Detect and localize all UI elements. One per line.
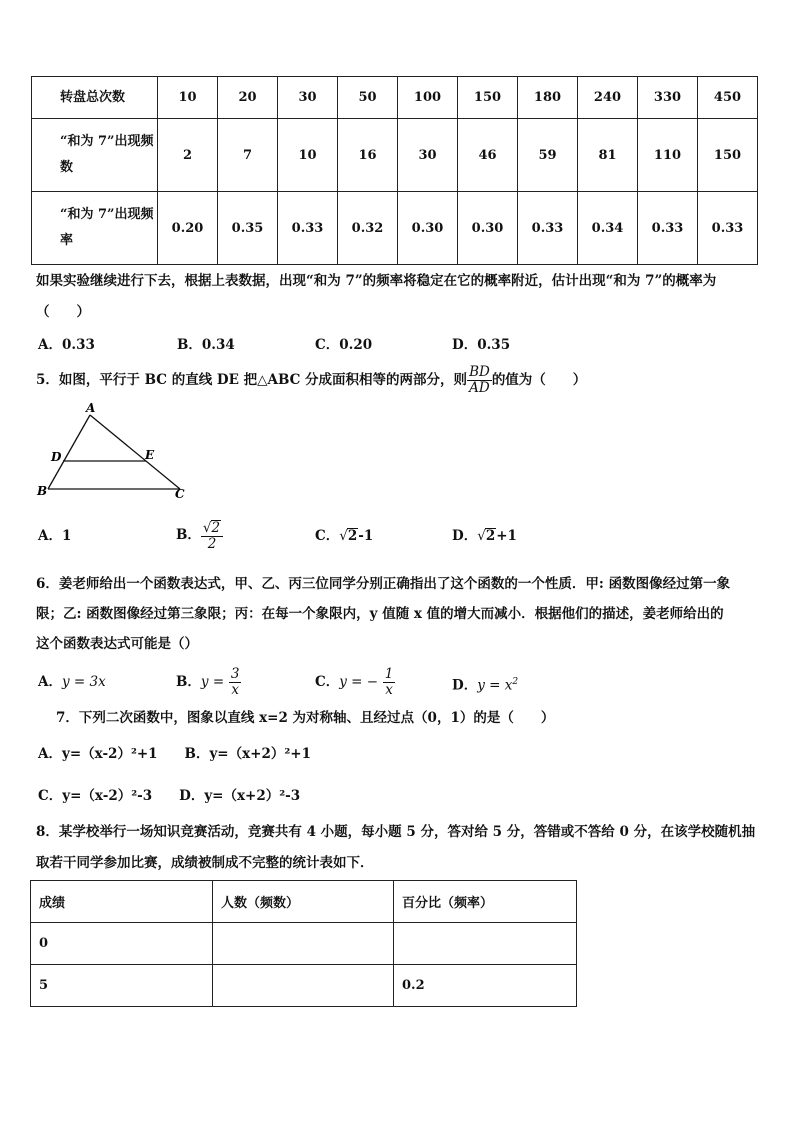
q6-line1: 6．姜老师给出一个函数表达式，甲、乙、丙三位同学分别正确指出了这个函数的一个性质．甲: 函数图像经过第一象	[36, 576, 731, 592]
q4-text-line1: 如果实验继续进行下去，根据上表数据，出现“和为 7”的频率将稳定在它的概率附近，估计出现“和为 7”的概率为	[36, 273, 717, 289]
header-cell: 成绩	[31, 881, 213, 923]
percent-cell	[394, 923, 577, 965]
freq-cell: 2	[158, 119, 218, 192]
label-c: C	[175, 487, 185, 501]
frac-num: 1	[384, 666, 394, 682]
q6-line3: 这个函数表达式可能是（）	[36, 636, 198, 652]
total-cell: 10	[158, 77, 218, 119]
label-b: B	[37, 484, 48, 498]
total-cell: 150	[458, 77, 518, 119]
q4-option-c: C．0.20	[315, 337, 373, 353]
rate-cell: 0.30	[398, 192, 458, 265]
total-cell: 30	[278, 77, 338, 119]
q5-optb-den: 2	[207, 535, 217, 552]
option-prefix: B．	[176, 527, 201, 543]
q7-text: 7．下列二次函数中，图象以直线 x=2 为对称轴、且经过点（0，1）的是（ ）	[56, 710, 555, 726]
table-row	[32, 119, 758, 192]
total-cell: 330	[638, 77, 698, 119]
q7-options-row1: A．y=（x-2）²+1 B．y=（x+2）²+1	[38, 746, 311, 762]
q4-option-d: D．0.35	[452, 337, 511, 353]
q5-option-c	[315, 526, 373, 546]
q5-frac-den: AD	[469, 380, 490, 396]
q5-text-before: 5．如图，平行于 BC 的直线 DE 把△ABC 分成面积相等的两部分，则	[36, 372, 468, 388]
score-stat-table	[30, 880, 577, 1007]
header-cell: 转盘总次数	[32, 77, 158, 119]
q5-optb-num: √2	[201, 520, 223, 537]
triangle-figure	[30, 400, 200, 505]
rate-cell: 0.33	[518, 192, 578, 265]
radicand: 2	[485, 528, 496, 544]
count-cell	[213, 923, 394, 965]
freq-cell: 7	[218, 119, 278, 192]
table-row	[31, 881, 577, 923]
q6-option-a	[38, 672, 106, 692]
exponent: 2	[512, 677, 519, 687]
q5-optb-fraction	[201, 520, 223, 552]
percent-cell: 0.2	[394, 965, 577, 1007]
total-cell: 20	[218, 77, 278, 119]
rate-cell: 0.34	[578, 192, 638, 265]
label-d: D	[51, 450, 62, 464]
option-prefix: A．	[38, 674, 62, 690]
freq-label-line2: 数	[60, 160, 74, 175]
rate-cell: 0.33	[638, 192, 698, 265]
table-row	[31, 923, 577, 965]
rate-cell: 0.33	[278, 192, 338, 265]
option-math: y = x	[477, 677, 513, 694]
score-cell: 0	[31, 923, 213, 965]
radicand: 2	[347, 528, 358, 544]
q5-option-b	[176, 513, 223, 557]
option-lhs: y = −	[339, 674, 379, 690]
rate-cell: 0.20	[158, 192, 218, 265]
frac-den: x	[385, 682, 393, 698]
frac-num: 3	[230, 666, 240, 682]
rate-cell: 0.32	[338, 192, 398, 265]
q8-line2: 取若干同学参加比赛，成绩被制成不完整的统计表如下．	[36, 855, 374, 871]
q4-option-a: A．0.33	[38, 337, 95, 353]
freq-cell: 110	[638, 119, 698, 192]
radicand: 2	[211, 519, 221, 536]
freq-label-cell	[32, 119, 158, 192]
q6-option-c	[315, 660, 395, 704]
label-a: A	[86, 401, 96, 415]
sqrt-symbol: √	[477, 528, 486, 544]
option-prefix: D．	[452, 677, 478, 694]
freq-cell: 81	[578, 119, 638, 192]
spin-frequency-table	[31, 76, 758, 265]
q6-optc-fraction	[383, 667, 396, 698]
frac-den: x	[231, 682, 239, 698]
q5-question	[36, 362, 586, 398]
side-ac	[90, 415, 180, 489]
freq-cell: 16	[338, 119, 398, 192]
rate-cell: 0.30	[458, 192, 518, 265]
total-cell: 450	[698, 77, 758, 119]
table-row	[31, 965, 577, 1007]
total-cell: 180	[518, 77, 578, 119]
q8-line1: 8．某学校举行一场知识竞赛活动，竞赛共有 4 小题，每小题 5 分，答对给 5 分，答错或不答给 0 分，在该学校随机抽	[36, 824, 756, 840]
q5-option-a: A．1	[38, 528, 72, 544]
q5-option-d	[452, 526, 517, 546]
rate-cell: 0.35	[218, 192, 278, 265]
table-row	[32, 192, 758, 265]
freq-cell: 150	[698, 119, 758, 192]
q5-text-after: 的值为（ ）	[491, 372, 587, 388]
q7-options-row2: C．y=（x-2）²-3 D．y=（x+2）²-3	[38, 788, 301, 804]
q5-fraction	[467, 365, 492, 396]
q6-option-d	[452, 672, 518, 696]
freq-cell: 30	[398, 119, 458, 192]
rate-label-cell	[32, 192, 158, 265]
rate-label-line1: “和为 7”出现频	[60, 207, 154, 222]
rate-label-line2: 率	[60, 233, 74, 248]
option-prefix: C．	[315, 674, 340, 690]
option-prefix: B．	[176, 674, 201, 690]
q6-option-b	[176, 660, 241, 704]
header-cell: 人数（频数）	[213, 881, 394, 923]
label-e: E	[145, 448, 155, 462]
q4-text-line2: （ ）	[36, 304, 90, 320]
freq-label-line1: “和为 7”出现频	[60, 134, 154, 149]
sqrt-symbol: √	[339, 528, 348, 544]
count-cell	[213, 965, 394, 1007]
freq-cell: 46	[458, 119, 518, 192]
total-cell: 100	[398, 77, 458, 119]
option-suffix: -1	[358, 528, 374, 544]
table-row	[32, 77, 758, 119]
freq-cell: 59	[518, 119, 578, 192]
option-prefix: C．	[315, 528, 340, 544]
option-prefix: D．	[452, 528, 478, 544]
total-cell: 50	[338, 77, 398, 119]
header-cell: 百分比（频率）	[394, 881, 577, 923]
q6-optb-fraction	[229, 667, 242, 698]
score-cell: 5	[31, 965, 213, 1007]
option-math: y = 3x	[61, 674, 106, 690]
option-lhs: y =	[200, 674, 225, 690]
q6-line2: 限；乙: 函数图像经过第三象限；丙：在每一个象限内，y 值随 x 值的增大而减小．根据他们的描述，姜老师给出的	[36, 606, 724, 622]
q5-frac-num: BD	[469, 364, 490, 380]
freq-cell: 10	[278, 119, 338, 192]
option-suffix: +1	[496, 528, 517, 544]
total-cell: 240	[578, 77, 638, 119]
rate-cell: 0.33	[698, 192, 758, 265]
q4-option-b: B．0.34	[177, 337, 235, 353]
